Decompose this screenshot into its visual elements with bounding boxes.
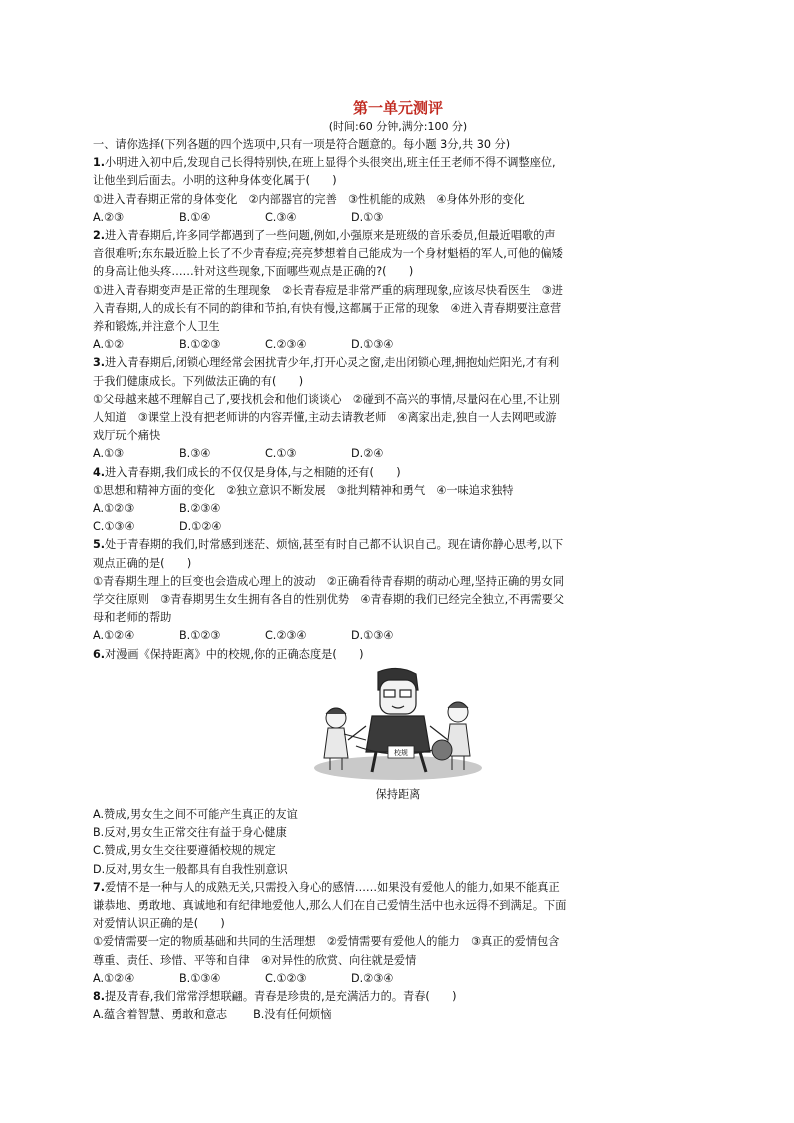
option-b[interactable]: B.①②③ xyxy=(179,338,221,352)
question-stem: 谦恭地、勇敢地、真诚地和有纪律地爱他人,那么人们在自己爱情生活中也永远得不到满足。下面 xyxy=(93,898,567,912)
option-d[interactable]: D.①②④ xyxy=(179,520,222,534)
option-a[interactable]: A.①②④ xyxy=(93,971,135,985)
answer-options xyxy=(93,500,703,518)
option-d[interactable]: D.②③④ xyxy=(351,971,394,985)
question-items: ①进入青春期变声是正常的生理现象 ②长青春痘是非常严重的病理现象,应该尽快看医生 ③进 xyxy=(93,283,563,297)
question-items: 母和老师的帮助 xyxy=(93,611,172,625)
option-a[interactable]: A.①②④ xyxy=(93,629,135,643)
option-d[interactable]: D.①③④ xyxy=(351,338,394,352)
question-8 xyxy=(93,988,703,1024)
option-b[interactable]: B.①③④ xyxy=(179,971,221,985)
question-stem: 进入青春期后,闭锁心理经常会困扰青少年,打开心灵之窗,走出闭锁心理,拥抱灿烂阳光,才有利 xyxy=(105,356,560,370)
option-a[interactable]: A.①③ xyxy=(93,447,125,461)
option-c[interactable]: C.②③④ xyxy=(265,338,307,352)
question-number: 4. xyxy=(93,465,106,479)
question-stem: 音很难听;东东最近脸上长了不少青春痘;亮亮梦想着自己能成为一个身材魁梧的军人,可他的偏矮 xyxy=(93,247,563,261)
cartoon-illustration xyxy=(308,666,488,784)
answer-options xyxy=(93,445,703,463)
option-a[interactable]: A.①②③ xyxy=(93,502,135,516)
question-stem: 处于青春期的我们,时常感到迷茫、烦恼,甚至有时自己都不认识自己。现在请你静心思考,以下 xyxy=(105,538,564,552)
option-b[interactable]: B.没有任何烦恼 xyxy=(253,1008,332,1022)
ground-shadow xyxy=(314,756,482,780)
option-d[interactable]: D.②④ xyxy=(351,447,384,461)
answer-options xyxy=(93,627,703,645)
question-number: 8. xyxy=(93,989,106,1003)
option-b[interactable]: B.①④ xyxy=(179,210,211,224)
cartoon-figure xyxy=(93,666,703,786)
question-4 xyxy=(93,464,703,537)
figure-caption: 保持距离 xyxy=(375,787,421,801)
question-stem: 对漫画《保持距离》中的校规,你的正确态度是( ) xyxy=(105,647,364,661)
answer-options xyxy=(93,336,703,354)
question-stem: 爱情不是一种与人的成熟无关,只需投入身心的感情……如果没有爱他人的能力,如果不能真正 xyxy=(105,880,560,894)
question-6 xyxy=(93,646,703,879)
question-items: ①青春期生理上的巨变也会造成心理上的波动 ②正确看待青春期的萌动心理,坚持正确的男女同 xyxy=(93,574,565,588)
option-c[interactable]: C.赞成,男女生交往要遵循校规的规定 xyxy=(93,844,276,858)
option-a[interactable]: A.②③ xyxy=(93,210,125,224)
question-stem: 进入青春期,我们成长的不仅仅是身体,与之相随的还有( ) xyxy=(105,465,401,479)
answer-options xyxy=(93,970,703,988)
question-items: 戏厅玩个痛快 xyxy=(93,429,161,443)
question-number: 3. xyxy=(93,356,106,370)
question-stem: 观点正确的是( ) xyxy=(93,556,192,570)
option-b[interactable]: B.②③④ xyxy=(179,502,221,516)
option-a[interactable]: A.蕴含着智慧、勇敢和意志 xyxy=(93,1008,228,1022)
answer-options xyxy=(93,209,703,227)
question-stem: 对爱情认识正确的是( ) xyxy=(93,917,225,931)
question-2 xyxy=(93,227,703,354)
option-d[interactable]: D.①③ xyxy=(351,210,384,224)
question-number: 7. xyxy=(93,880,106,894)
question-items: ①父母越来越不理解自己了,要找机会和他们谈谈心 ②碰到不高兴的事情,尽量闷在心里,不让别 xyxy=(93,392,561,406)
option-c[interactable]: C.③④ xyxy=(265,210,297,224)
question-items: 人知道 ③课堂上没有把老师讲的内容弄懂,主动去请教老师 ④离家出走,独自一人去网吧或游 xyxy=(93,411,557,425)
question-items: ①爱情需要一定的物质基础和共同的生活理想 ②爱情需要有爱他人的能力 ③真正的爱情包含 xyxy=(93,935,560,949)
option-c[interactable]: C.②③④ xyxy=(265,629,307,643)
option-c[interactable]: C.①③④ xyxy=(93,520,135,534)
section-heading: 一、请你选择(下列各题的四个选项中,只有一项是符合题意的。每小题 3分,共 30 分) xyxy=(93,138,511,151)
question-3 xyxy=(93,354,703,463)
option-a[interactable]: A.赞成,男女生之间不可能产生真正的友谊 xyxy=(93,807,298,821)
question-items: 尊重、责任、珍惜、平等和自律 ④对异性的欣赏、向往就是爱情 xyxy=(93,953,417,967)
question-1 xyxy=(93,154,703,227)
option-b[interactable]: B.反对,男女生正常交往有益于身心健康 xyxy=(93,826,287,840)
exam-info: (时间:60 分钟,满分:100 分) xyxy=(328,120,468,133)
option-d[interactable]: D.①③④ xyxy=(351,629,394,643)
option-b[interactable]: B.①②③ xyxy=(179,629,221,643)
question-stem: 小明进入初中后,发现自己长得特别快,在班上显得个头很突出,班主任王老师不得不调整座位, xyxy=(105,156,556,170)
question-5 xyxy=(93,536,703,645)
option-a[interactable]: A.①② xyxy=(93,338,125,352)
question-items: 养和锻炼,并注意个人卫生 xyxy=(93,320,220,334)
question-stem: 于我们健康成长。下列做法正确的有( ) xyxy=(93,374,304,388)
question-stem: 让他坐到后面去。小明的这种身体变化属于( ) xyxy=(93,174,337,188)
question-stem: 进入青春期后,许多同学都遇到了一些问题,例如,小强原来是班级的音乐委员,但最近唱歌的声 xyxy=(105,229,556,243)
question-number: 2. xyxy=(93,229,106,243)
question-7 xyxy=(93,879,703,988)
question-number: 1. xyxy=(93,156,106,170)
question-number: 6. xyxy=(93,647,106,661)
exam-page xyxy=(93,98,703,1024)
answer-options xyxy=(93,1006,703,1024)
option-c[interactable]: C.①③ xyxy=(265,447,297,461)
question-items: ①进入青春期正常的身体变化 ②内部器官的完善 ③性机能的成熟 ④身体外形的变化 xyxy=(93,192,525,206)
sign-label: 校规 xyxy=(394,748,408,757)
question-items: 学交往原则 ③青春期男生女生拥有各自的性别优势 ④青春期的我们已经完全独立,不再需要父 xyxy=(93,593,565,607)
question-items: 入青春期,人的成长有不同的韵律和节拍,有快有慢,这都属于正常的现象 ④进入青春期要注意营 xyxy=(93,301,562,315)
option-d[interactable]: D.反对,男女生一般都具有自我性别意识 xyxy=(93,862,288,876)
question-number: 5. xyxy=(93,538,106,552)
question-stem: 的身高让他头疼……针对这些现象,下面哪些观点是正确的?( ) xyxy=(93,265,414,279)
answer-options xyxy=(93,518,703,536)
question-items: ①思想和精神方面的变化 ②独立意识不断发展 ③批判精神和勇气 ④一味追求独特 xyxy=(93,483,514,497)
page-title: 第一单元测评 xyxy=(352,99,443,117)
question-stem: 提及青春,我们常常浮想联翩。青春是珍贵的,是充满活力的。青春( ) xyxy=(105,989,457,1003)
option-c[interactable]: C.①②③ xyxy=(265,971,307,985)
option-b[interactable]: B.③④ xyxy=(179,447,211,461)
